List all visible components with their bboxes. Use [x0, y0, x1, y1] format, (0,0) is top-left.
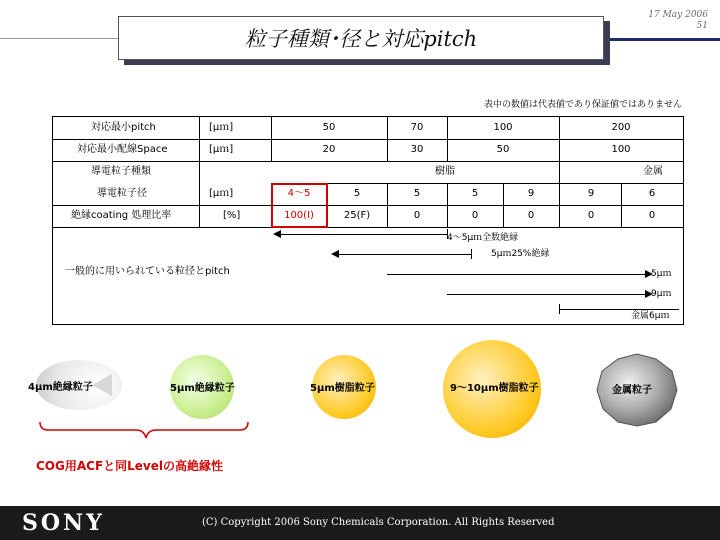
coating-value: 0 [527, 210, 535, 221]
copyright-text: (C) Copyright 2006 Sony Chemicals Corporation. All Rights Reserved [202, 517, 555, 528]
note-all-insulated: 4～5μｍ全数絶縁 [447, 233, 519, 243]
label-5um-insulated [170, 379, 235, 394]
row-divider [53, 161, 683, 162]
title-box [118, 16, 604, 60]
left-pointer-shape [92, 372, 124, 398]
arrow-all-insulated [279, 234, 447, 235]
row-divider [53, 227, 683, 228]
particle-label: 9～10μm樹脂粒子 [450, 383, 539, 394]
particle-label: 金属粒子 [612, 385, 652, 396]
col-divider [387, 117, 388, 161]
diameter-value: 9 [527, 188, 535, 199]
arrow-9um [447, 294, 649, 295]
diameter-value: 9 [587, 188, 595, 199]
title-rule-right [610, 38, 720, 41]
note-general: 一般的に用いられている粒径とpitch [65, 266, 230, 277]
col-divider [271, 117, 272, 161]
page-title: 粒子種類･径と対応pitch [244, 27, 478, 51]
col-divider [387, 183, 388, 227]
coating-value: 0 [648, 210, 656, 221]
label-metal [612, 381, 652, 396]
row-coating-unit: [%] [223, 210, 241, 221]
particle-label: 4μm絶縁粒子 [28, 382, 93, 393]
highlight-box [271, 183, 328, 228]
space-value: 100 [611, 144, 631, 155]
particle-label: 5μm樹脂粒子 [310, 383, 375, 394]
footer-bar [0, 506, 720, 540]
col-divider [503, 183, 504, 227]
red-bracket [38, 420, 252, 442]
row-pitch-unit: [μｍ] [209, 122, 234, 133]
note-9um: 9μｍ [651, 289, 672, 299]
col-divider [559, 117, 560, 227]
col-divider [199, 117, 200, 183]
col-divider [621, 183, 622, 227]
row-diameter-unit: [μｍ] [209, 188, 234, 199]
arrow-5um [387, 274, 649, 275]
disclaimer-note: 表中の数値は代表値であり保証値ではありません [483, 100, 682, 110]
pitch-value: 100 [493, 122, 513, 133]
label-9um-resin [450, 379, 539, 394]
diameter-value: 4～5 [287, 188, 311, 199]
label-5um-resin [310, 379, 375, 394]
row-space-label: 対応最小配線Space [77, 144, 168, 155]
coating-value: 0 [413, 210, 421, 221]
pitch-value: 50 [322, 122, 336, 133]
note-metal6: 金属6μｍ [631, 311, 670, 321]
pitch-table [52, 116, 684, 325]
sony-logo: SONY [22, 510, 105, 536]
space-value: 50 [496, 144, 510, 155]
note-25-insulated: 5μｍ25%絶縁 [491, 249, 550, 259]
space-value: 20 [322, 144, 336, 155]
coating-value: 100(I) [284, 210, 314, 221]
note-5um: 5μｍ [651, 269, 672, 279]
row-diameter-label: 導電粒子径 [97, 188, 147, 199]
coating-value: 0 [587, 210, 595, 221]
arrow-tick [471, 249, 472, 259]
coating-value: 25(F) [343, 210, 371, 221]
row-divider [53, 205, 683, 206]
col-divider [199, 183, 200, 227]
date-line: 17 May 2006 [648, 10, 708, 20]
page-number: 51 [696, 21, 708, 31]
diameter-value: 5 [353, 188, 361, 199]
row-divider [53, 139, 683, 140]
row-coating-label: 絶縁coating 処理比率 [71, 210, 172, 221]
coating-value: 0 [471, 210, 479, 221]
title-rule-left [0, 38, 118, 39]
label-4um-insulated [28, 378, 93, 393]
arrow-25-insulated [337, 254, 471, 255]
type-metal: 金属 [643, 166, 663, 177]
pitch-value: 200 [611, 122, 631, 133]
space-value: 30 [410, 144, 424, 155]
cog-insulation-text: COG用ACFと同Levelの高絶縁性 [36, 459, 224, 473]
row-type-label: 導電粒子種類 [91, 166, 151, 177]
diameter-value: 5 [413, 188, 421, 199]
diameter-value: 5 [471, 188, 479, 199]
type-resin: 樹脂 [435, 166, 455, 177]
col-divider [447, 117, 448, 161]
particle-label: 5μm絶縁粒子 [170, 383, 235, 394]
pitch-value: 70 [410, 122, 424, 133]
col-divider [447, 183, 448, 227]
row-pitch-label: 対応最小pitch [91, 122, 156, 133]
row-space-unit: [μｍ] [209, 144, 234, 155]
date-stamp [648, 10, 708, 32]
diameter-value: 6 [648, 188, 656, 199]
